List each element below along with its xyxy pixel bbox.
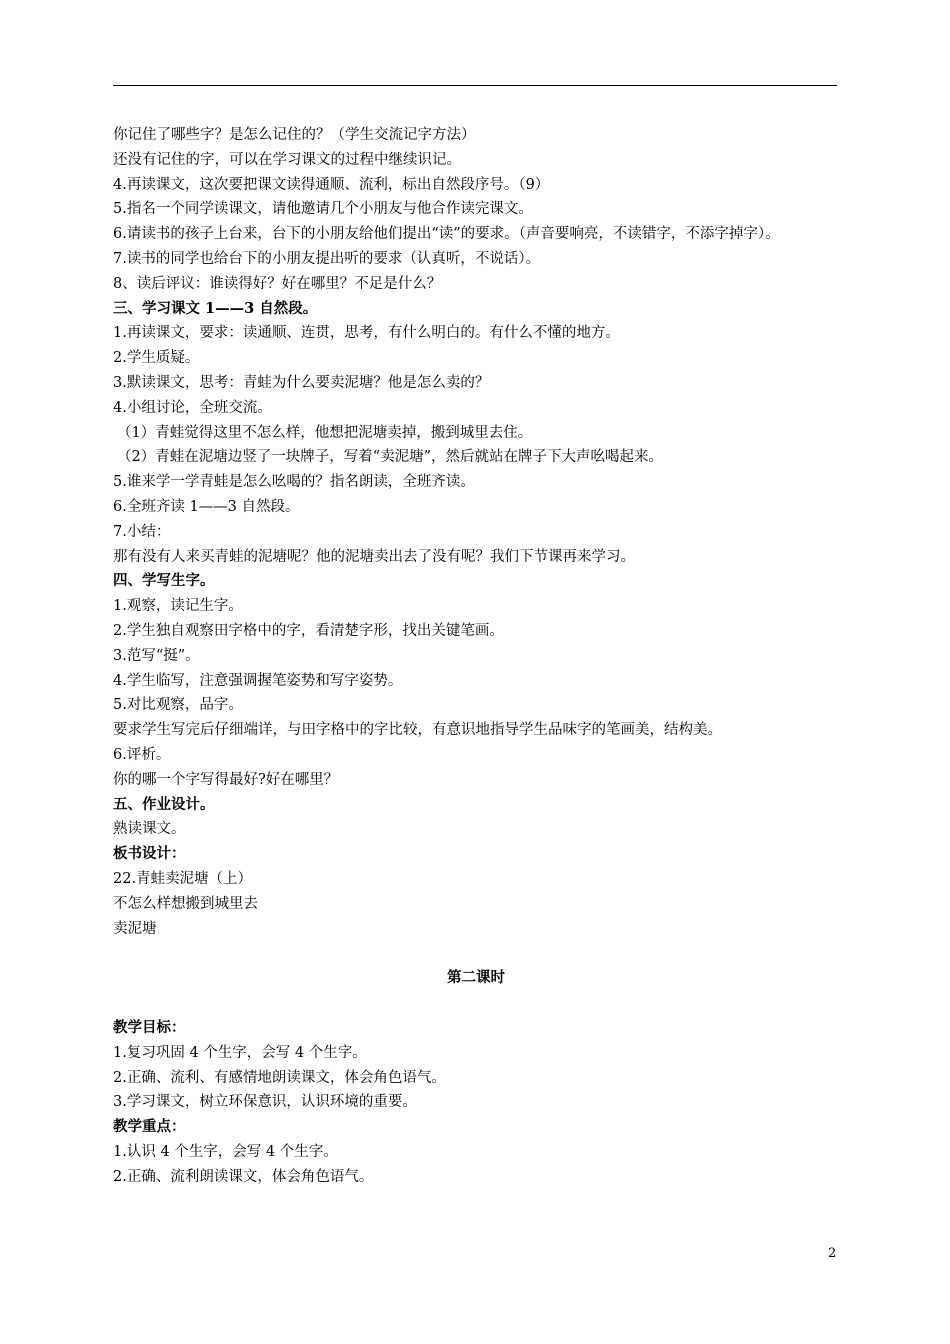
section-heading: 五、作业设计。 — [113, 795, 215, 813]
text-line: 22.青蛙卖泥塘（上） — [113, 870, 253, 887]
text-line: 还没有记住的字，可以在学习课文的过程中继续识记。 — [113, 151, 461, 168]
text-line: 3.默读课文，思考：青蛙为什么要卖泥塘？他是怎么卖的？ — [113, 374, 490, 391]
section-heading: 教学重点： — [113, 1118, 186, 1136]
text-line: （1）青蛙觉得这里不怎么样，他想把泥塘卖掉，搬到城里去住。 — [117, 424, 533, 441]
lesson-part-two — [113, 1016, 839, 1190]
text-line: 5.指名一个同学读课文，请他邀请几个小朋友与他合作读完课文。 — [113, 201, 533, 218]
text-line: 8、读后评议：谁读得好？好在哪里？不足是什么？ — [113, 275, 442, 292]
text-line: 7.读书的同学也给台下的小朋友提出听的要求（认真听，不说话）。 — [113, 250, 541, 267]
text-line: 3.学习课文，树立环保意识，认识环境的重要。 — [113, 1094, 417, 1111]
text-line: 卖泥塘 — [113, 920, 157, 937]
text-line: 2.学生独自观察田字格中的字，看清楚字形，找出关键笔画。 — [113, 622, 504, 639]
section-heading: 板书设计： — [113, 845, 186, 863]
text-line: （2）青蛙在泥塘边竖了一块牌子，写着“卖泥塘”，然后就站在牌子下大声吆喝起来。 — [117, 449, 664, 466]
lesson-part-one — [113, 123, 839, 941]
text-line: 7.小结： — [113, 523, 171, 540]
text-line: 那有没有人来买青蛙的泥塘呢？他的泥塘卖出去了没有呢？我们下节课再来学习。 — [113, 548, 635, 565]
section-heading: 四、学写生字。 — [113, 572, 215, 590]
text-line: 6.请读书的孩子上台来，台下的小朋友给他们提出“读”的要求。（声音要响亮，不读错字，不添字掉字）。 — [113, 226, 780, 243]
text-line: 2.正确、流利朗读课文，体会角色语气。 — [113, 1168, 374, 1185]
text-line: 4.再读课文，这次要把课文读得通顺、流利，标出自然段序号。（9） — [113, 176, 550, 193]
text-line: 3.范写“挺”。 — [113, 647, 200, 664]
text-line: 6.全班齐读 1——3 自然段。 — [113, 498, 300, 515]
text-line: 2.学生质疑。 — [113, 350, 200, 367]
text-line: 熟读课文。 — [113, 821, 186, 838]
text-line: 2.正确、流利、有感情地朗读课文，体会角色语气。 — [113, 1069, 446, 1086]
text-line: 要求学生写完后仔细端详，与田字格中的字比较，有意识地指导学生品味字的笔画美，结构美。 — [113, 722, 722, 739]
text-line: 1.认识 4 个生字，会写 4 个生字。 — [113, 1144, 338, 1161]
page-number: 2 — [828, 1246, 837, 1261]
text-line: 1.复习巩固 4 个生字，会写 4 个生字。 — [113, 1044, 367, 1061]
text-line: 6.评析。 — [113, 746, 171, 763]
text-line: 不怎么样想搬到城里去 — [113, 895, 258, 912]
text-line: 5.谁来学一学青蛙是怎么吆喝的？指名朗读，全班齐读。 — [113, 474, 475, 491]
text-line: 5.对比观察，品字。 — [113, 697, 243, 714]
text-line: 1.再读课文，要求：读通顺、连贯，思考，有什么明白的。有什么不懂的地方。 — [113, 325, 620, 342]
text-line: 4.学生临写，注意强调握笔姿势和写字姿势。 — [113, 672, 403, 689]
section-heading: 三、学习课文 1——3 自然段。 — [113, 299, 318, 317]
document-body — [113, 123, 839, 1190]
text-line: 1.观察，读记生字。 — [113, 598, 243, 615]
section-title: 第二课时 — [447, 969, 505, 987]
text-line: 4.小组讨论，全班交流。 — [113, 399, 272, 416]
text-line: 你的哪一个字写得最好?好在哪里？ — [113, 771, 339, 788]
header-rule — [113, 85, 837, 86]
section-heading: 教学目标： — [113, 1019, 186, 1037]
text-line: 你记住了哪些字？是怎么记住的？（学生交流记字方法） — [113, 127, 476, 143]
